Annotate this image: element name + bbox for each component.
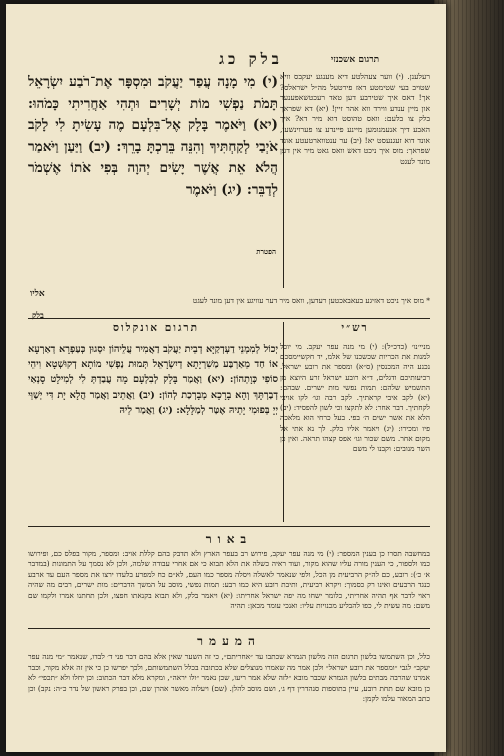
yiddish-german-translation: רעלענן. (י) ווער צעהלטע דיא מענגע יעקבס וויא שטויב בעי שטימטע דאז פירטעל מה״ל ישראלס? אך! דאס איך שטירבע דען טאד רעכטשאפענער און מיין ענדע ווירד ווא אהר זיין! (יא) דא שפראך בלק צו בלעם: וואס טהוסט דוא מיר דא? איך האבע דיך אנעמנומען מיינע פיינדע צו פערוינשען, אונד דוא זעגנעסט יא! (יב) ער ענטווארטעטע אונד שפראך: מוס איך ניכט דאש וואס גאט מיר אין דען מונד לעגט [280, 72, 430, 166]
onkelos-text: יְכוֹל לְמִמְנֵי דַעְדְקַיָּא דְבֵית יַעֲקֹב דַאֲמִיר עֲלֵיהוֹן יִסְגוּן כְּעַפְרָא דְאַרְעָא אוֹ חַד מֵאַרְבַּע מַשִׁרְיָתָא דְיִשְׂרָאֵל תְּמוּת נַפְשִׁי מוֹתָא דְקוּשְׁטָא וִיהֵי סוֹפִי כְּוָתְהוֹן: (יא) וַאֲמַר בָּלָק לְבִלְעָם מָה עֲבַדְתְּ לִי לְמִילָט סָנְאַי דְבַרְתָּךְ וְהָא בָרָכָא מְבָרְכַת לְהוֹן: (יב) וַאֲתֵיב וַאֲמַר הֲלָא יָת דִּי יְשַׁוֵּי יְיָ בְּפוּמִי יָתֵיהּ אֶטַּר לְמַלָּלָא: (יג) וַאֲמַר לֵיהּ [28, 344, 278, 416]
mamar-text: כלל, וכן השתמשו בלשון תרגום הזה מלשון הגמרא שכתבו עד ״אחריתם״, כי זה השער שאין אלא בהם דבר פני ד׳ לבדו, שנאמר ״מי מנה עפר יעקב״ לגבי ״ומספר את רובע ישראל״ ולכן אמר מה שאמרו מנוצלים שלא בכתובה בכלל השתמשותם, ולכך יפרשו כן כי אין זה אלא מקור, וכבר אמרנו שהרבה מבתים בלשון הגמרא שכבר מובא ״לזה שלא אמר ריעו, שכן נאמר ״ולו יראה״, ומקרא מלא דבר הכתוב: וכן יחלו ולא ״תכפי״ לא כן מובא שם תחת רובע, עיין בתוספות סנהדרין דף ג׳, ושם מוסב להלן. (שם) ויעלוה מאשר אהרן שם, וכן בפרק ראשון של נדר כ״ה: נקב) וכן כתב המאור עלמו לקמן: [28, 652, 430, 704]
page-header [6, 50, 446, 72]
rashi-title: רש״י [341, 322, 369, 334]
catchword-balak: בלק [32, 310, 44, 320]
section-divider [28, 318, 430, 319]
mamar-top-rule [28, 628, 430, 629]
torah-verses: (י) מִי מָנָה עֲפַר יַעֲקֹב וּמִסְפָּר אֶת־רֹבַע יִשְׂרָאֵל תָּמֹת נַפְשִׁי מוֹת יְשָׁרִים וּתְהִי אַחֲרִיתִי כָּמֹהוּ: (יא) וַיֹּאמֶר בָּלָק אֶל־בִּלְעָם מֶה עָשִׂיתָ לִי לָקֹב אֹיְבַי לְקַחְתִּיךָ וְהִנֵּה בֵּרַכְתָּ בָרֵךְ: (יב) וַיַּעַן וַיֹּאמַר הֲלֹא אֵת אֲשֶׁר יָשִׂים יְהוָה בְּפִי אֹתוֹ אֶשְׁמֹר לְדַבֵּר: (יג) וַיֹּאמֶר [28, 74, 278, 198]
book-page [6, 4, 446, 752]
translation-column-title: תרגום אשכנזי [330, 55, 380, 65]
parasha-title: בלק כג [219, 50, 283, 68]
biur-top-rule [28, 526, 430, 527]
biur-title: באור [205, 532, 253, 546]
biur-text: במחשבה תסרו כן בענין המספר: (י) מי מנה עפר יעקב, פירוש רב בעפר הארץ ולא תדבק בהם קללת אויב: ומספר, מקור בפלס כם, ופירושו כמו ולספור, כי הענין מורה עליו שהוא מקור, ועוד ראיה כשלה את הלא תבוא כי אם אחרי עבודה שלמה, ולכן לא נסמך על התמונות (במדבר א׳ כ׳): רובע, כם לה״ק הרביעית מן הכל, ולפי שנאמר לאשלה ויסלה מספר כמו העם, לא״ם כח למפרע בלעדו ירצו את מספר העם עד ארבע כנגד הרבעים ואינו רק כסמוך: ויקרא רביעית, ותיבת רובע היא כמו רבע: תמות נפשי, מוסב על המשך הדברים: מות ישרים, רבים מה שהיה ראוי לדבר אף תהיה אחריתי, כלומר ישחו מה יפה ישראל אחריתו: (יא) ויאמר בלק, ולא תבוא בקנאתו חפצו, ולכן תחתנו אמרו ולקמו שם משם: מה עשית לי, כפו להבליע מכנויות עליו: ואנכי עומד מכאן: תהיה [28, 549, 430, 611]
translation-footnote: * מוס איך ניכט דאזיגע בעאבאכטען רעדען, וואס מיר דער עוויגע אין דען מונד לעגט [192, 296, 430, 305]
rashi-text: מניי׳נו׳ (כדכ״ל): (י) מי מנה עפר יעקב. מי יוכל למנות את הכריות שכשכנו של אלמ, יד חקשיימסכם נכנע היה המכנסין (ס״א) ומספר את רובע ישראל. רכיעותיכם ודגלים, ד״א רובע ישראל זרע היוצא מן התשמיש שלהם: תמות נפשי מות ישרים. שבהם: (יא) לקב איבי קראתיך. לקב רבה וגו׳ לקו אויבי לקחתיך. דבר אחר: לא לתקצו וכי לשון להפסיד: (יב) הלא את אשר ישים ה׳ בפי. בעל כרחי הוא מלאכה פיו ומכירו: (יג) ויאמר אליו בלק. לך נא אתי אל מקום אחר. משם שכור וגו׳ אפס קצהו תראה. ואין כן השר מנובים: וקבנו לי משם [280, 342, 430, 454]
mamar-title: המעמר [197, 634, 261, 648]
haftarah-marker: הפטרת [256, 247, 276, 256]
catchword-next: אליו [30, 289, 45, 299]
onkelos-title: תרגום אונקלוס [113, 322, 199, 334]
